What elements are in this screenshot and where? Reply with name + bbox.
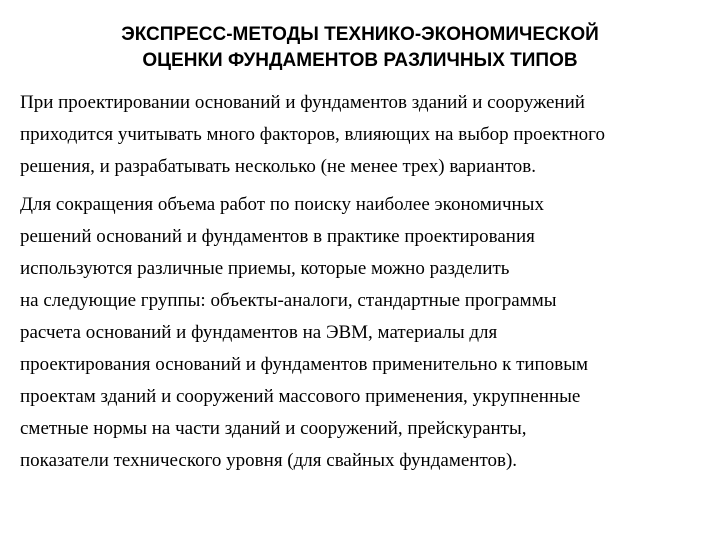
paragraph-2-line-4: на следующие группы: объекты-аналоги, стандартные программы (20, 290, 557, 311)
slide-title-line-1: ЭКСПРЕСС-МЕТОДЫ ТЕХНИКО-ЭКОНОМИЧЕСКОЙ (121, 24, 599, 45)
paragraph-2-line-9: показатели технического уровня (для свайных фундаментов). (20, 450, 518, 471)
paragraph-2-line-5: расчета оснований и фундаментов на ЭВМ, материалы для (20, 322, 498, 343)
slide-title-line-2: ОЦЕНКИ ФУНДАМЕНТОВ РАЗЛИЧНЫХ ТИПОВ (142, 50, 578, 71)
paragraph-2-line-3: используются различные приемы, которые можно разделить (20, 258, 510, 279)
paragraph-1-line-1: При проектировании оснований и фундаментов зданий и сооружений (20, 92, 585, 113)
paragraph-2-line-6: проектирования оснований и фундаментов применительно к типовым (20, 354, 588, 375)
paragraph-1-line-2: приходится учитывать много факторов, влияющих на выбор проектного (20, 124, 606, 145)
slide-title (30, 22, 690, 74)
paragraph-2-line-1: Для сокращения объема работ по поиску наиболее экономичных (20, 194, 544, 215)
paragraph-1-line-3: решения, и разрабатывать несколько (не менее трех) вариантов. (20, 156, 537, 177)
paragraph-2-line-7: проектам зданий и сооружений массового применения, укрупненные (20, 386, 581, 407)
paragraph-2-line-2: решений оснований и фундаментов в практике проектирования (20, 226, 535, 247)
paragraph-2-line-8: сметные нормы на части зданий и сооружений, прейскуранты, (20, 418, 527, 439)
